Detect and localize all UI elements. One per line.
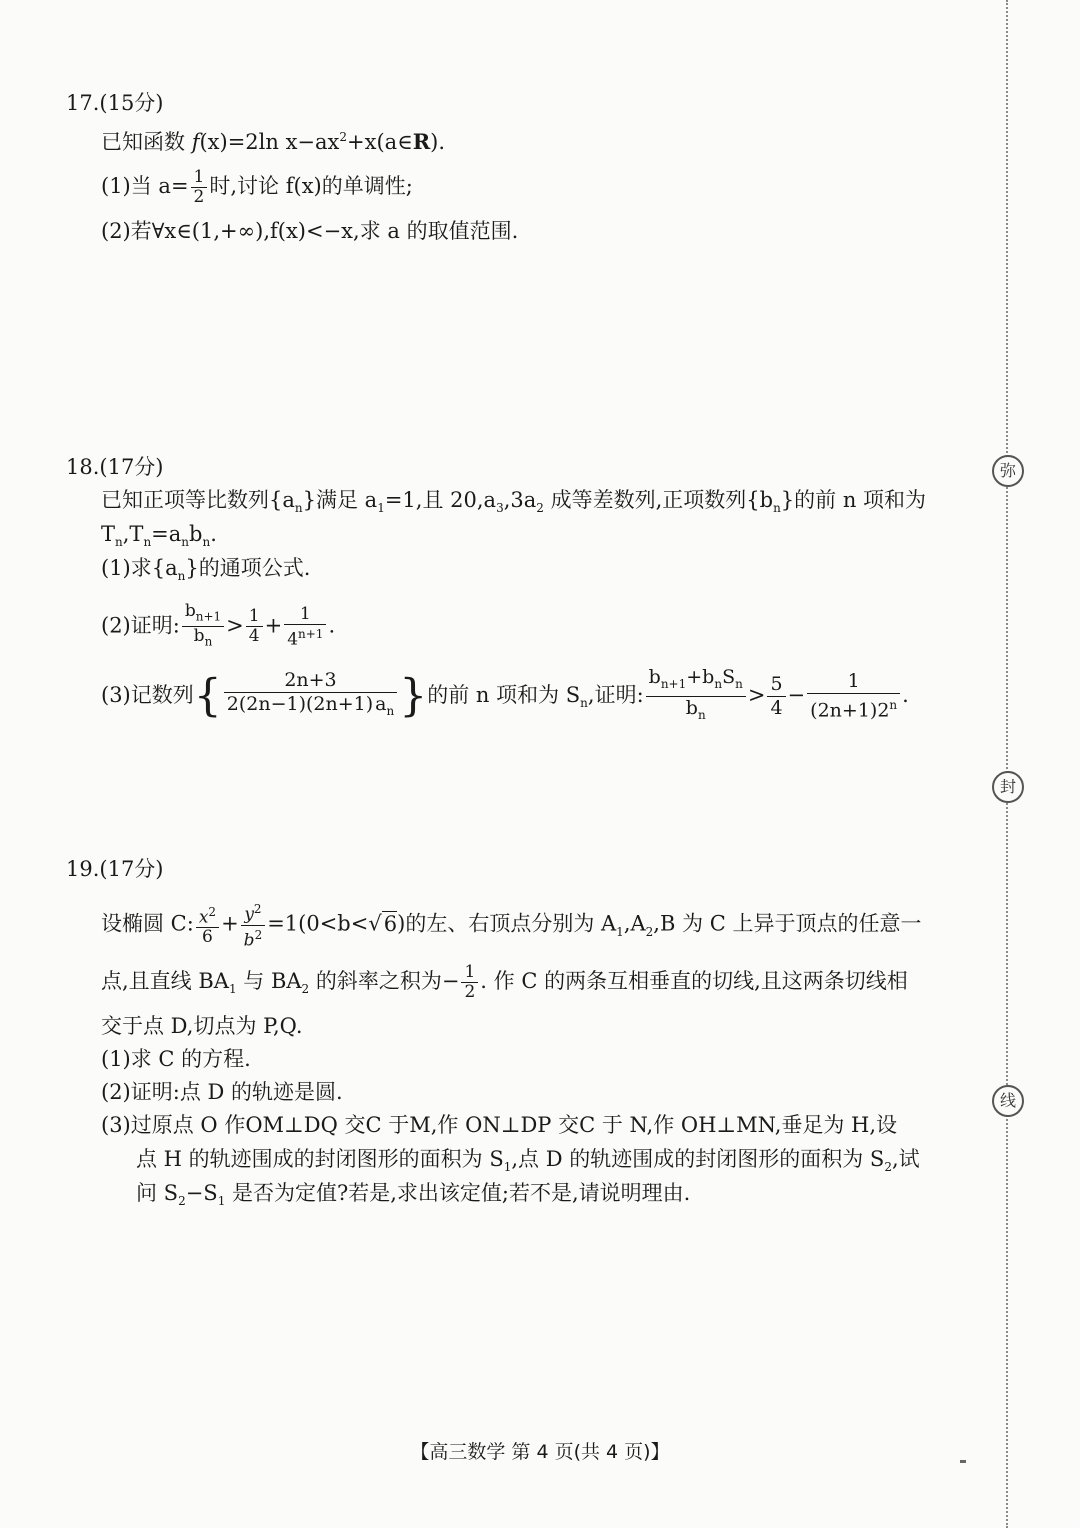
q17-part1: (1)当 a= $\frac{1}{2}$ 时,讨论 f(x)的单调性; — [101, 167, 413, 207]
q18-part1: (1)求$\{a_n\}$的通项公式. — [101, 556, 311, 584]
q17-heading: 17.(15分) — [66, 91, 164, 115]
q18-heading: 18.(17分) — [66, 455, 164, 479]
page-footer: 【高三数学 第 4 页(共 4 页)】 — [410, 1441, 670, 1463]
q19-part3-line2: 点 H 的轨迹围成的封闭图形的面积为 $S_1$,点 D 的轨迹围成的封闭图形的面积为 $S_2$,试 — [136, 1147, 920, 1175]
q17-stem: 已知函数 f(x)=2ln $x-ax^2+x(a\in R)$. — [101, 129, 446, 154]
q19-part2: (2)证明:点 D 的轨迹是圆. — [101, 1080, 343, 1104]
q19-part1: (1)求 C 的方程. — [101, 1047, 251, 1071]
q17-part2: (2)若∀x∈(1,+∞),f(x)<−x,求 a 的取值范围. — [101, 219, 519, 243]
q18-stem-line2: $T_n,T_n=a_nb_n$. — [101, 522, 217, 550]
q18-part3: (3)记数列{ $\frac{2n+3}{2(2n-1)(2n+1) a_n}$ }的前 n 项和为 $S_n$,证明: $\frac{b_{n+1}+b_nS_n}{b_n}$ > $\frac{5}{4}$ − $\frac{1}{(2n+1)2^n}$ . — [101, 666, 909, 722]
scan-mark — [960, 1460, 966, 1463]
seal-dotted-line — [1006, 0, 1008, 1528]
q19-heading: 19.(17分) — [66, 857, 164, 881]
q19-part3-line3: 问 $S_2-S_1$ 是否为定值?若是,求出该定值;若不是,请说明理由. — [136, 1181, 691, 1209]
q19-stem-line3: 交于点 D,切点为 P,Q. — [101, 1014, 303, 1038]
right-brace: } — [399, 670, 428, 722]
seal-char-feng: 封 — [992, 771, 1024, 803]
q19-stem-line2: 点,且直线 $BA_1$ 与 $BA_2$ 的斜率之积为− $\frac{1}{2}$ . 作 C 的两条互相垂直的切线,且这两条切线相 — [101, 962, 908, 1002]
q19-stem-line1: 设椭圆 C: $\frac{x^2}{6}$ + $\frac{y^2}{b^2}$ =1(0<b<√6)的左、右顶点分别为 $A_1,A_2,B$ 为 C 上异于顶点的任意一 — [101, 902, 922, 951]
q18-part2: (2)证明: $\frac{b_{n+1}}{b_n}$ > $\frac{1}{4}$ + $\frac{1}{4^{n+1}}$ . — [101, 601, 336, 650]
q19-part3-line1: (3)过原点 O 作OM⊥DQ 交C 于M,作 ON⊥DP 交C 于 N,作 OH⊥MN,垂足为 H,设 — [101, 1113, 898, 1137]
seal-char-mi: 弥 — [992, 455, 1024, 487]
left-brace: { — [193, 670, 222, 722]
q18-stem-line1: 已知正项等比数列$\{a_n\}$满足 $a_1=1$,且 $20,a_3,3a_2$ 成等差数列,正项数列$\{b_n\}$的前 n 项和为 — [101, 488, 927, 516]
seal-char-xian: 线 — [992, 1085, 1024, 1117]
